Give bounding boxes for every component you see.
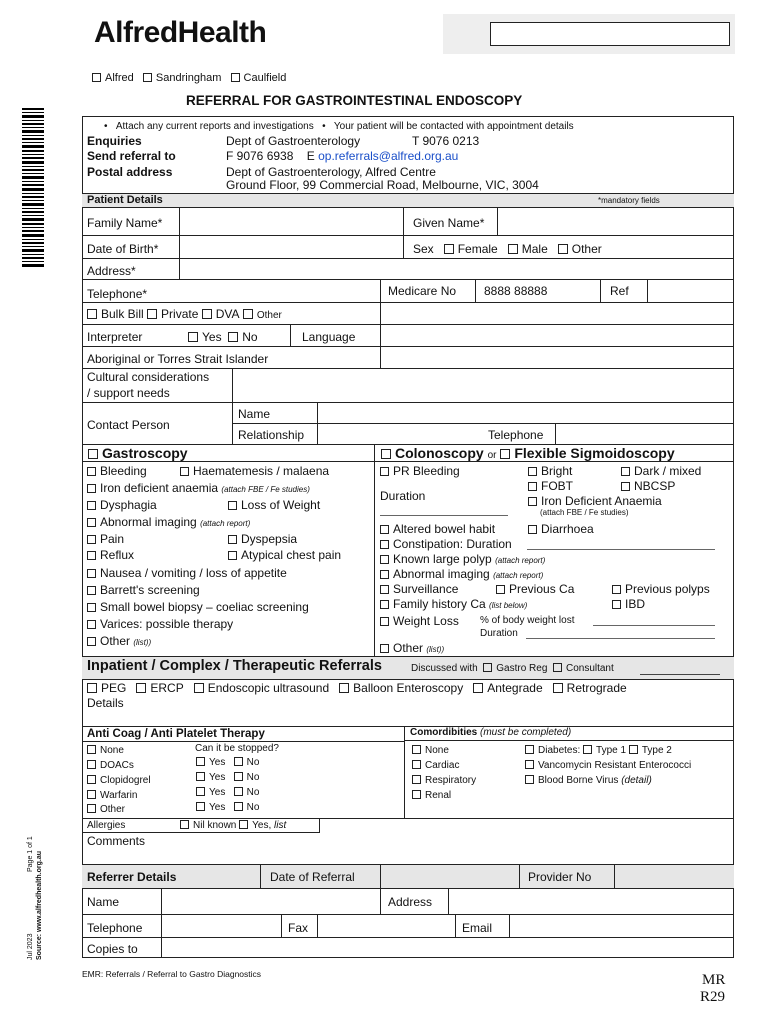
gastro-reg-checkbox[interactable] [483, 663, 492, 672]
dob-label: Date of Birth* [87, 242, 159, 256]
colon-imaging-checkbox[interactable] [380, 570, 389, 579]
stop-yn-3: Yes No [196, 787, 259, 798]
colon-duration-label: Duration [380, 489, 426, 503]
site-options: Alfred Sandringham Caulfield [92, 72, 286, 84]
billing-other-checkbox[interactable] [243, 309, 253, 319]
colon-altered: Altered bowel habit [380, 522, 495, 536]
postal-label: Postal address [87, 165, 173, 179]
gastro-haematemesis: Haematemesis / malaena [180, 464, 329, 478]
send-label: Send referral to [87, 149, 176, 163]
colon-ibd-checkbox[interactable] [612, 600, 621, 609]
stop-yn-2: Yes No [196, 772, 259, 783]
colon-pct-label: % of body weight lost [480, 615, 575, 626]
form-code-r29: R29 [700, 989, 726, 1005]
colon-nbcsp: NBCSP [621, 479, 675, 493]
gastro-reflux-checkbox[interactable] [87, 551, 96, 560]
colon-surveillance-checkbox[interactable] [380, 585, 389, 594]
postal-line2: Ground Floor, 99 Commercial Road, Melbourne, VIC, 3004 [226, 178, 539, 192]
form-code-mr: MR [702, 972, 726, 988]
gastro-haematemesis-checkbox[interactable] [180, 467, 189, 476]
billing-options: Bulk Bill Private DVA Other [87, 307, 282, 321]
comorb-vre: Vancomycin Resistant Enterococci [525, 760, 691, 771]
contact-name-label: Name [238, 407, 271, 421]
cultural-label-2: / support needs [87, 386, 170, 400]
gastro-varices: Varices: possible therapy [87, 617, 233, 631]
gastro-bleeding-checkbox[interactable] [87, 467, 96, 476]
colon-other: Other (list)) [380, 641, 444, 655]
drug-doacs: DOACs [87, 760, 134, 771]
gastroscopy-heading: Gastroscopy [88, 445, 188, 461]
colon-dark: Dark / mixed [621, 464, 701, 478]
sex-male-checkbox[interactable] [508, 244, 518, 254]
email-link[interactable]: op.referrals@alfred.org.au [318, 149, 459, 163]
barcode [22, 108, 44, 268]
colon-iron-checkbox[interactable] [528, 497, 537, 506]
stop-yes-4[interactable] [196, 802, 205, 811]
colon-bright: Bright [528, 464, 572, 478]
allergies-yes-checkbox[interactable] [239, 820, 248, 829]
comorb-diabetes-checkbox[interactable] [525, 745, 534, 754]
address-label: Address* [87, 264, 136, 278]
allergies-options: Nil known Yes, list [180, 820, 286, 831]
stop-no-1[interactable] [234, 757, 243, 766]
drug-none-checkbox[interactable] [87, 745, 96, 754]
comorb-respiratory-checkbox[interactable] [412, 775, 421, 784]
given-name-label: Given Name* [413, 216, 485, 230]
gastro-dyspepsia: Dyspepsia [228, 532, 297, 546]
colon-iron: Iron Deficient Anaemia [528, 494, 662, 508]
enquiries-phone: T 9076 0213 [412, 134, 480, 148]
side-source: Source: www.alfredhealth.org.au [36, 850, 43, 960]
gastro-loss-weight-checkbox[interactable] [228, 501, 237, 510]
ercp-checkbox[interactable] [136, 683, 146, 693]
gastro-iron: Iron deficient anaemia (attach FBE / Fe studies) [87, 481, 310, 495]
patient-details-heading: Patient Details [87, 194, 163, 206]
colon-dark-checkbox[interactable] [621, 467, 630, 476]
referrer-heading: Referrer Details [87, 870, 177, 884]
gastro-atypical-checkbox[interactable] [228, 551, 237, 560]
side-date: Jul 2023 [27, 933, 34, 960]
stop-yn-1: Yes No [196, 757, 259, 768]
colon-imaging: Abnormal imaging (attach report) [380, 567, 543, 581]
private-checkbox[interactable] [147, 309, 157, 319]
enquiries-label: Enquiries [87, 134, 142, 148]
gastro-iron-checkbox[interactable] [87, 484, 96, 493]
drug-clopidogrel: Clopidogrel [87, 775, 151, 786]
medicare-label: Medicare No [388, 284, 457, 298]
contact-person-label: Contact Person [87, 418, 170, 432]
colon-previous-ca-checkbox[interactable] [496, 585, 505, 594]
drug-warfarin-checkbox[interactable] [87, 790, 96, 799]
interpreter-options: Yes No [188, 330, 258, 344]
colon-fobt: FOBT [528, 479, 573, 493]
peg-checkbox[interactable] [87, 683, 97, 693]
colonoscopy-checkbox[interactable] [381, 449, 391, 459]
site-caulfield-checkbox[interactable] [231, 73, 240, 82]
colon-constipation-checkbox[interactable] [380, 540, 389, 549]
stop-no-4[interactable] [234, 802, 243, 811]
colon-previous-polyps-checkbox[interactable] [612, 585, 621, 594]
drug-clopidogrel-checkbox[interactable] [87, 775, 96, 784]
diabetes-type1-checkbox[interactable] [583, 745, 592, 754]
gastroscopy-checkbox[interactable] [88, 449, 98, 459]
gastro-small-bowel-checkbox[interactable] [87, 603, 96, 612]
gastro-pain: Pain [87, 532, 124, 546]
gastro-pain-checkbox[interactable] [87, 535, 96, 544]
bulk-bill-checkbox[interactable] [87, 309, 97, 319]
comorb-vre-checkbox[interactable] [525, 760, 534, 769]
site-alfred-checkbox[interactable] [92, 73, 101, 82]
colon-pr-bleeding: PR Bleeding [380, 464, 460, 478]
colon-iron-note: (attach FBE / Fe studies) [540, 508, 629, 517]
colon-previous-ca: Previous Ca [496, 582, 574, 596]
comorb-renal: Renal [412, 790, 451, 801]
antegrade-checkbox[interactable] [473, 683, 483, 693]
language-label: Language [302, 330, 356, 344]
comorb-cardiac: Cardiac [412, 760, 459, 771]
referrer-name-label: Name [87, 895, 120, 909]
colon-duration2-label: Duration [480, 628, 518, 639]
mandatory-note: *mandatory fields [598, 196, 660, 205]
stop-yn-4: Yes No [196, 802, 259, 813]
stop-no-2[interactable] [234, 772, 243, 781]
stop-yes-2[interactable] [196, 772, 205, 781]
copies-to-label: Copies to [87, 942, 138, 956]
colon-polyp: Known large polyp (attach report) [380, 552, 545, 566]
gastro-reflux: Reflux [87, 548, 134, 562]
colon-diarrhoea: Diarrhoea [528, 522, 594, 536]
sex-other-checkbox[interactable] [558, 244, 568, 254]
comorb-bbv-checkbox[interactable] [525, 775, 534, 784]
gastro-varices-checkbox[interactable] [87, 620, 96, 629]
postal-line1: Dept of Gastroenterology, Alfred Centre [226, 165, 436, 179]
interpreter-yes-checkbox[interactable] [188, 332, 198, 342]
discussed-with: Discussed with Gastro Reg Consultant [411, 663, 614, 674]
referrer-telephone-label: Telephone [87, 921, 143, 935]
comorb-renal-checkbox[interactable] [412, 790, 421, 799]
gastro-barretts: Barrett's screening [87, 583, 200, 597]
gastro-imaging-checkbox[interactable] [87, 518, 96, 527]
given-name-input[interactable] [500, 209, 730, 233]
gastro-nausea: Nausea / vomiting / loss of appetite [87, 566, 287, 580]
colon-family: Family history Ca (list below) [380, 597, 527, 611]
drug-warfarin: Warfarin [87, 790, 137, 801]
balloon-checkbox[interactable] [339, 683, 349, 693]
colon-ibd: IBD [612, 597, 645, 611]
side-page-number: Page 1 of 1 [27, 836, 34, 872]
referrer-header-bar [82, 865, 734, 888]
flex-sig-checkbox[interactable] [500, 449, 510, 459]
family-name-input[interactable] [182, 209, 400, 233]
gastro-barretts-checkbox[interactable] [87, 586, 96, 595]
consultant-checkbox[interactable] [553, 663, 562, 672]
referrer-fax-label: Fax [288, 921, 309, 935]
comorb-none-checkbox[interactable] [412, 745, 421, 754]
gastro-dyspepsia-checkbox[interactable] [228, 535, 237, 544]
gastro-atypical: Atypical chest pain [228, 548, 341, 562]
family-name-label: Family Name* [87, 216, 163, 230]
comorb-none: None [412, 745, 449, 756]
colon-weight-loss: Weight Loss [380, 614, 459, 628]
cultural-label-1: Cultural considerations [87, 370, 210, 384]
aboriginal-label: Aboriginal or Torres Strait Islander [87, 352, 269, 366]
retrograde-checkbox[interactable] [553, 683, 563, 693]
colon-pr-bleeding-checkbox[interactable] [380, 467, 389, 476]
stop-no-3[interactable] [234, 787, 243, 796]
colon-nbcsp-checkbox[interactable] [621, 482, 630, 491]
eus-checkbox[interactable] [194, 683, 204, 693]
stop-yes-3[interactable] [196, 787, 205, 796]
can-stop-label: Can it be stopped? [195, 743, 279, 754]
referrer-email-label: Email [462, 921, 493, 935]
sex-field: Sex Female Male Other [413, 242, 602, 256]
inpatient-heading: Inpatient / Complex / Therapeutic Referrals [87, 658, 382, 674]
gastro-other: Other (list)) [87, 634, 151, 648]
logo: AlfredHealth [94, 16, 267, 49]
comorb-respiratory: Respiratory [412, 775, 476, 786]
details-label: Details [87, 696, 124, 710]
stop-yes-1[interactable] [196, 757, 205, 766]
comorb-diabetes: Diabetes: Type 1 Type 2 [525, 745, 672, 756]
colon-constipation: Constipation: Duration [380, 537, 512, 551]
gastro-nausea-checkbox[interactable] [87, 569, 96, 578]
comorbidities-heading: Comordibities (must be completed) [410, 727, 572, 738]
gastro-other-checkbox[interactable] [87, 637, 96, 646]
colon-bright-checkbox[interactable] [528, 467, 537, 476]
colonoscopy-heading: Colonoscopy or Flexible Sigmoidoscopy [381, 445, 675, 461]
gastro-loss-weight: Loss of Weight [228, 498, 320, 512]
colon-previous-polyps: Previous polyps [612, 582, 710, 596]
interpreter-label: Interpreter [87, 330, 143, 344]
comorb-bbv: Blood Borne Virus (detail) [525, 775, 652, 786]
telephone-label: Telephone* [87, 287, 148, 301]
referral-date-label: Date of Referral [270, 870, 355, 884]
colon-other-checkbox[interactable] [380, 644, 389, 653]
contact-telephone-label: Telephone [488, 428, 544, 442]
mrn-box[interactable] [490, 22, 730, 46]
comorb-cardiac-checkbox[interactable] [412, 760, 421, 769]
dva-checkbox[interactable] [202, 309, 212, 319]
colon-altered-checkbox[interactable] [380, 525, 389, 534]
enquiries-dept: Dept of Gastroenterology [226, 134, 361, 148]
emr-footer: EMR: Referrals / Referral to Gastro Diagnostics [82, 969, 262, 979]
gastro-imaging: Abnormal imaging (attach report) [87, 515, 250, 529]
provider-no-label: Provider No [528, 870, 592, 884]
drug-other-checkbox[interactable] [87, 804, 96, 813]
gastro-dysphagia-checkbox[interactable] [87, 501, 96, 510]
sex-female-checkbox[interactable] [444, 244, 454, 254]
inpatient-options: PEG ERCP Endoscopic ultrasound Balloon Enteroscopy Antegrade Retrograde [87, 681, 627, 695]
site-sandringham-checkbox[interactable] [143, 73, 152, 82]
colon-diarrhoea-checkbox[interactable] [528, 525, 537, 534]
colon-family-checkbox[interactable] [380, 600, 389, 609]
colon-surveillance: Surveillance [380, 582, 458, 596]
medicare-value: 8888 88888 [484, 284, 548, 298]
contact-relationship-label: Relationship [238, 428, 305, 442]
interpreter-no-checkbox[interactable] [228, 332, 238, 342]
drug-none: None [87, 745, 124, 756]
ref-label: Ref [610, 284, 629, 298]
diabetes-type2-checkbox[interactable] [629, 745, 638, 754]
colon-fobt-checkbox[interactable] [528, 482, 537, 491]
form-title: REFERRAL FOR GASTROINTESTINAL ENDOSCOPY [186, 93, 523, 108]
drug-doacs-checkbox[interactable] [87, 760, 96, 769]
gastro-bleeding: Bleeding [87, 464, 147, 478]
gastro-small-bowel: Small bowel biopsy – coeliac screening [87, 600, 309, 614]
send-contacts: F 9076 6938 E op.referrals@alfred.org.au [226, 149, 459, 163]
drug-other: Other [87, 804, 125, 815]
allergies-label: Allergies [87, 820, 126, 831]
colon-polyp-checkbox[interactable] [380, 555, 389, 564]
referrer-address-label: Address [388, 895, 433, 909]
gastro-dysphagia: Dysphagia [87, 498, 157, 512]
colon-weight-loss-checkbox[interactable] [380, 617, 389, 626]
comments-label: Comments [87, 834, 146, 848]
info-bullets: • Attach any current reports and investigations • Your patient will be contacted with appointment details [104, 121, 574, 132]
allergies-nil-checkbox[interactable] [180, 820, 189, 829]
anticoag-heading: Anti Coag / Anti Platelet Therapy [87, 728, 265, 740]
